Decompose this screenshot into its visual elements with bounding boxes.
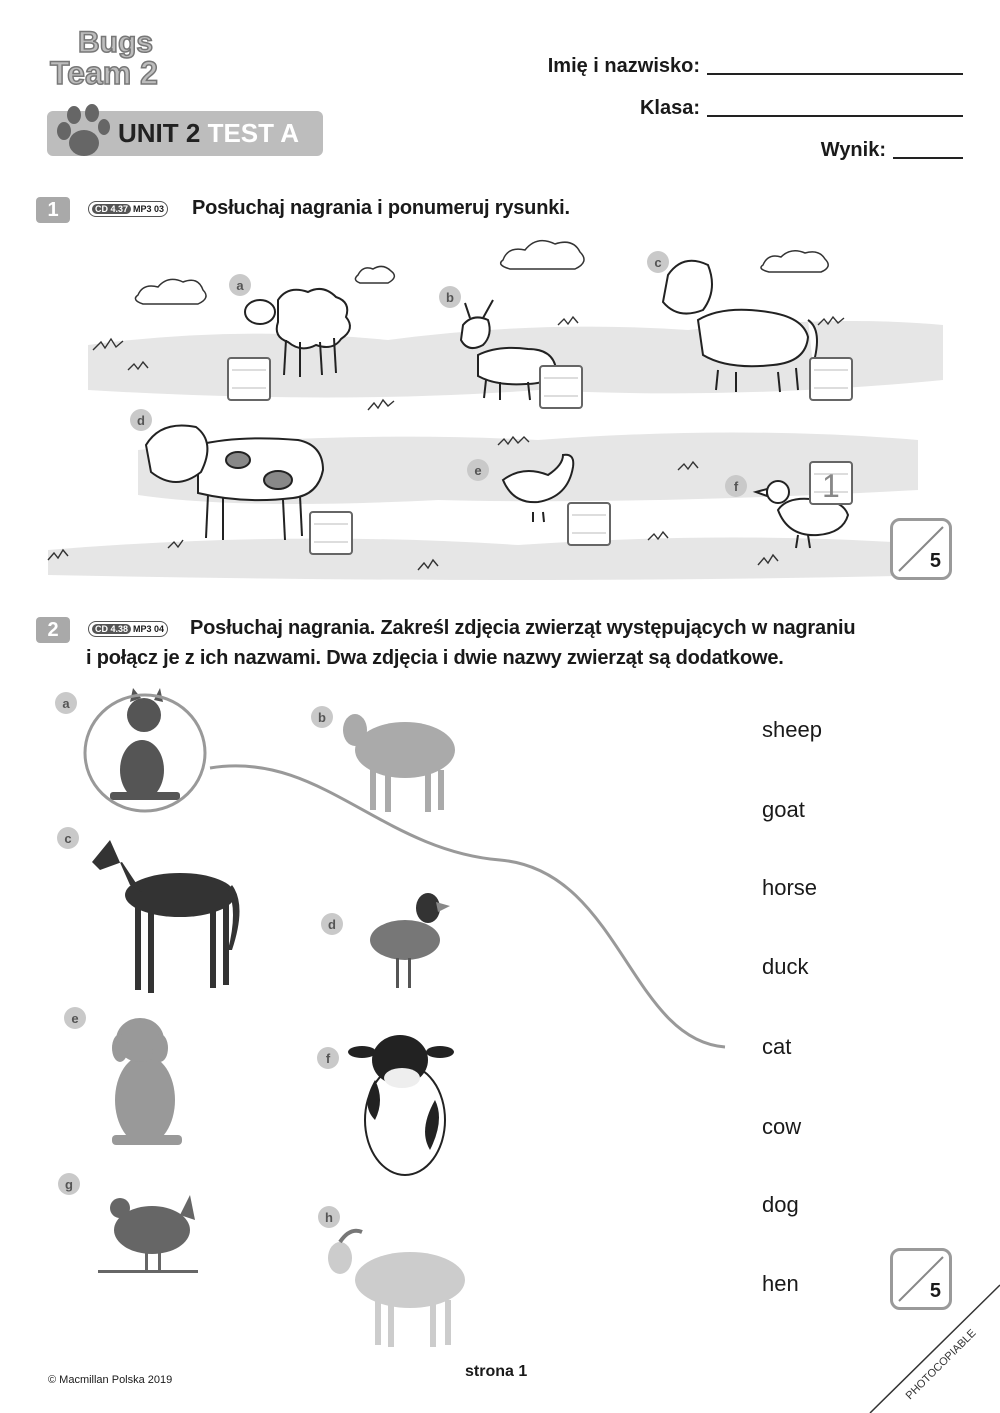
farm-scene (38, 230, 968, 590)
name-label: Imię i nazwisko: (547, 55, 700, 77)
ex1-letter-e: e (474, 463, 482, 478)
ex2-letter-d: d (328, 917, 336, 932)
ex2-letter-f: f (325, 1051, 331, 1066)
ex2-letter-b: b (318, 710, 326, 725)
page-number: strona 1 (465, 1363, 528, 1380)
exercise1-number: 1 (36, 197, 70, 223)
paw-icon (52, 103, 110, 161)
matching-line (200, 760, 730, 1060)
word-horse[interactable]: horse (762, 875, 818, 900)
score-field[interactable] (893, 157, 963, 159)
bugs-team-logo (48, 22, 198, 92)
ex2-letter-c: c (64, 831, 72, 846)
photo-goat[interactable] (328, 1231, 465, 1347)
ex2-letter-h: h (325, 1210, 333, 1225)
word-sheep[interactable]: sheep (762, 717, 822, 742)
exercise2-mp3: MP3 04 (133, 624, 165, 634)
logo-line2: Team 2 (50, 55, 158, 91)
cartoon-cow (146, 425, 323, 540)
score-label: Wynik: (820, 139, 886, 161)
ex2-letter-a: a (62, 696, 70, 711)
photo-hen[interactable] (98, 1195, 198, 1273)
ex1-letter-a: a (236, 278, 244, 293)
exercise1-score-box (890, 518, 952, 580)
exercise2-score: 5 (929, 1280, 941, 1302)
exercise2-instruction-line2: i połącz je z ich nazwami. Dwa zdjęcia i dwie nazwy zwierząt są dodatkowe. (86, 647, 784, 669)
class-field[interactable] (707, 115, 963, 117)
photo-cat[interactable] (110, 688, 180, 800)
exercise2-instruction-line1: Posłuchaj nagrania. Zakreśl zdjęcia zwierząt występujących w nagraniu (190, 617, 856, 639)
word-duck[interactable]: duck (762, 954, 809, 979)
photocopiable-label: PHOTOCOPIABLE (903, 1327, 979, 1403)
word-dog[interactable]: dog (762, 1192, 799, 1217)
word-hen[interactable]: hen (762, 1271, 799, 1296)
filled-answer: 1 (822, 468, 840, 504)
test-label: TEST A (207, 118, 300, 148)
exercise1-cd-badge (88, 201, 168, 217)
exercise2-number: 2 (36, 617, 70, 643)
exercise1-instruction: Posłuchaj nagrania i ponumeruj rysunki. (192, 197, 570, 219)
photocopiable-corner (860, 1280, 1000, 1413)
ex2-letter-g: g (65, 1177, 73, 1192)
word-goat[interactable]: goat (762, 797, 805, 822)
exercise1-cd: CD 4.37 (92, 204, 131, 214)
ex1-letter-c: c (654, 255, 662, 270)
word-cow[interactable]: cow (762, 1114, 802, 1139)
exercise1-score: 5 (929, 550, 941, 572)
unit-title (118, 118, 299, 149)
ex2-letter-e: e (71, 1011, 79, 1026)
name-field[interactable] (707, 73, 963, 75)
ex1-letter-d: d (137, 413, 145, 428)
unit-label: UNIT 2 (118, 118, 201, 148)
exercise1-mp3: MP3 03 (133, 204, 165, 214)
class-label: Klasa: (639, 97, 700, 119)
logo-line1: Bugs (78, 26, 153, 59)
exercise2-cd-badge (88, 621, 168, 637)
copyright: © Macmillan Polska 2019 (48, 1374, 173, 1386)
ex1-letter-b: b (446, 290, 454, 305)
word-cat[interactable]: cat (762, 1034, 792, 1059)
exercise2-cd: CD 4.38 (92, 624, 131, 634)
photo-dog[interactable] (112, 1018, 182, 1145)
ex1-letter-f: f (733, 479, 739, 494)
